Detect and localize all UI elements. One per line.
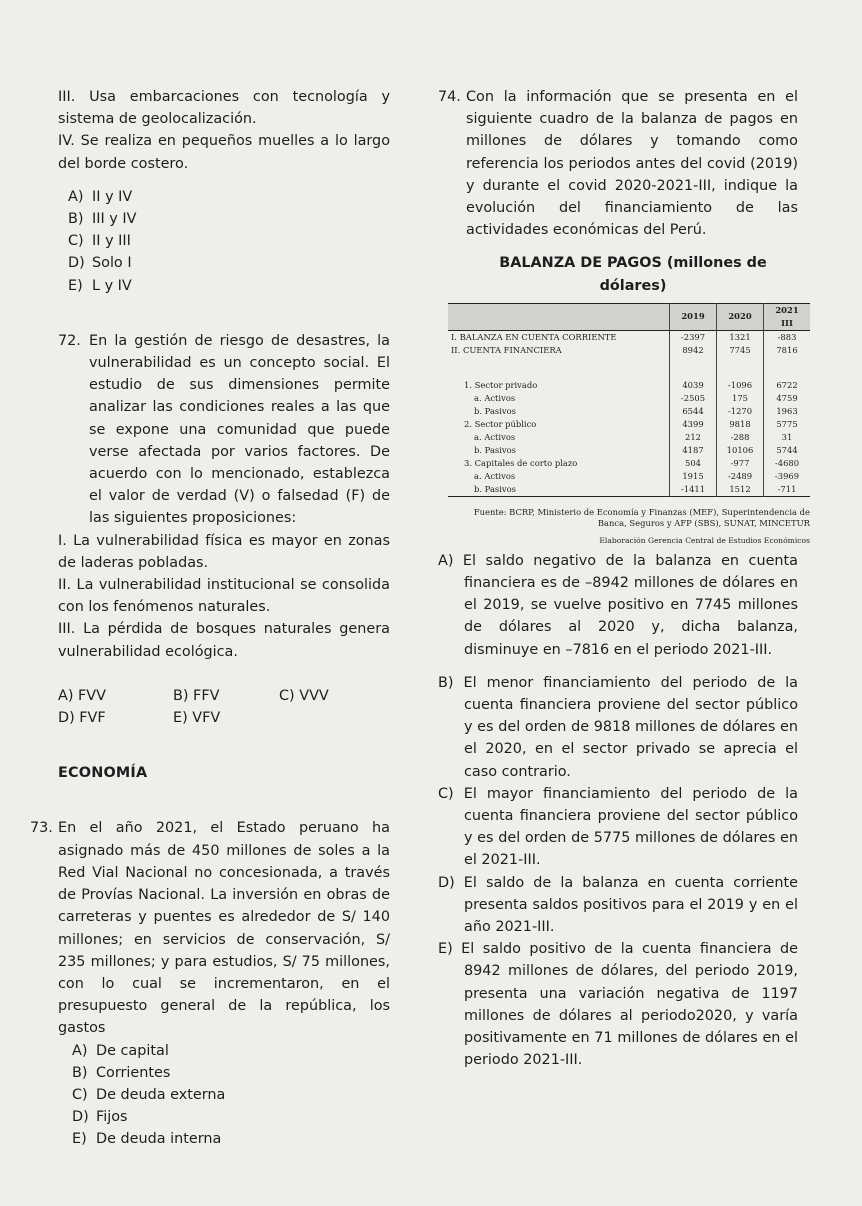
q72-options-row1 xyxy=(58,685,390,707)
q72-prop-i: I. La vulnerabilidad física es mayor en zonas de laderas pobladas. xyxy=(58,532,390,571)
left-column xyxy=(30,86,390,1151)
q72-prop-iii: III. La pérdida de bosques naturales genera vulnerabilidad ecológica. xyxy=(58,621,390,660)
table-header-2020: 2020 xyxy=(717,303,764,330)
q72-number: 72. xyxy=(58,332,81,349)
table-cell: 1512 xyxy=(717,483,764,497)
table-header-2019: 2019 xyxy=(670,303,717,330)
table-row-label: 3. Capitales de corto plazo xyxy=(464,457,578,468)
q73-option-a[interactable]: A) De capital xyxy=(72,1042,169,1059)
table-cell: 4039 xyxy=(670,379,717,392)
table-cell: -2505 xyxy=(670,392,717,405)
q72-options-row2 xyxy=(58,707,390,729)
q74-option-b[interactable]: B) El menor financiamiento del periodo de la cuenta financiera proviene del sector público y es del orden de 9818 millones de dólares en el 2020, en el sector privado se aprecia el caso contrario. xyxy=(438,674,798,780)
q74-option-a[interactable]: A) El saldo negativo de la balanza en cuenta financiera es de –8942 millones de dólares en el 2019, se vuelve positivo en 7745 millones de dólares al 2020 y, dicha balanza, disminuye en –7816 en el periodo 2021-III. xyxy=(438,552,798,658)
table-cell: 9818 xyxy=(717,418,764,431)
q71-option-c[interactable]: C) II y III xyxy=(68,233,131,250)
table-cell: 6722 xyxy=(764,379,811,392)
table-cell: 6544 xyxy=(670,405,717,418)
q73-stem: 73. En el año 2021, el Estado peruano ha asignado más de 450 millones de soles a la Red Vial Nacional no concesionada, a través de Provías Nacional. La inversión en obras de carreteras y puentes es alrededor de S/ 140 millones; en servicios de conservación, S/ 235 millones; y para estudios, S/ 75 millones, con lo cual se incrementaron, en el presupuesto general de la república, los gastos xyxy=(30,817,390,1039)
q74-option-c[interactable]: C) El mayor financiamiento del periodo de la cuenta financiera proviene del sector público y es del orden de 5775 millones de dólares en el 2021-III. xyxy=(438,785,798,869)
table-cell: -3969 xyxy=(764,470,811,483)
q71-option-b[interactable]: B) III y IV xyxy=(68,211,137,228)
table-source-line1: Fuente: BCRP, Ministerio de Economía y Finanzas (MEF), Superintendencia de xyxy=(473,506,810,517)
table-cell: 5775 xyxy=(764,418,811,431)
table-row-label: a. Activos xyxy=(474,392,516,403)
q72-option-b[interactable]: B) FFV xyxy=(173,687,220,704)
table-cell: -883 xyxy=(764,330,811,344)
table-source-line2: Banca, Seguros y AFP (SBS), SUNAT, MINCETUR xyxy=(597,517,810,528)
q72-option-e[interactable]: E) VFV xyxy=(173,710,221,727)
table-row-label: II. CUENTA FINANCIERA xyxy=(451,344,562,355)
table-row-label: 2. Sector público xyxy=(464,418,537,429)
table-cell: 7745 xyxy=(717,344,764,357)
section-heading: ECONOMÍA xyxy=(58,765,148,782)
table-header-2021: 2021 III xyxy=(764,303,811,330)
table-cell: 5744 xyxy=(764,444,811,457)
q73-option-e[interactable]: E) De deuda interna xyxy=(72,1131,222,1148)
q74-option-d[interactable]: D) El saldo de la balanza en cuenta corriente presenta saldos positivos para el 2019 y en el año 2021-III. xyxy=(438,874,798,936)
table-cell: -1411 xyxy=(670,483,717,497)
table-cell: 10106 xyxy=(717,444,764,457)
table-row-label: a. Activos xyxy=(474,431,516,442)
q73-option-d[interactable]: D) Fijos xyxy=(72,1109,128,1126)
table-cell: -288 xyxy=(717,431,764,444)
table-row-label: b. Pasivos xyxy=(474,405,516,416)
table-cell: -1096 xyxy=(717,379,764,392)
table-cell: 31 xyxy=(764,431,811,444)
table-cell: 504 xyxy=(670,457,717,470)
q73-number: 73. xyxy=(30,820,53,837)
table-row-label: b. Pasivos xyxy=(474,483,516,494)
q72-stem: 72. En la gestión de riesgo de desastres, la vulnerabilidad es un concepto social. El estudio de sus dimensiones permite analizar las condiciones reales a las que se expone una comunidad que puede verse afectada por varios factores. De acuerdo con lo mencionado, establezca el valor de verdad (V) o falsedad (F) de las siguientes proposiciones: xyxy=(58,330,390,530)
right-column xyxy=(438,86,810,1072)
table-cell: -711 xyxy=(764,483,811,497)
q73-option-b[interactable]: B) Corrientes xyxy=(72,1064,171,1081)
table-cell: 175 xyxy=(717,392,764,405)
table-source-line3: Elaboración Gerencia Central de Estudios Económicos xyxy=(599,535,810,545)
q74-stem: 74. Con la información que se presenta en el siguiente cuadro de la balanza de pagos en millones de dólares y tomando como referencia los periodos antes del covid (2019) y durante el covid 2020-2021-III, indique la evolución del financiamiento de las actividades económicas del Perú. xyxy=(438,86,798,241)
q71-options xyxy=(58,186,390,297)
balance-of-payments-table xyxy=(448,303,810,497)
q71-item-iv: IV. Se realiza en pequeños muelles a lo largo del borde costero. xyxy=(58,133,390,172)
table-cell: 4399 xyxy=(670,418,717,431)
table-cell: 4187 xyxy=(670,444,717,457)
q72-option-a[interactable]: A) FVV xyxy=(58,687,106,704)
table-cell: -1270 xyxy=(717,405,764,418)
q72-option-d[interactable]: D) FVF xyxy=(58,710,106,727)
table-cell: -977 xyxy=(717,457,764,470)
table-row-label: 1. Sector privado xyxy=(464,379,538,390)
table-header-blank xyxy=(448,303,670,330)
table-cell: 7816 xyxy=(764,344,811,357)
table-cell: -4680 xyxy=(764,457,811,470)
table-cell: 1321 xyxy=(717,330,764,344)
q72-option-c[interactable]: C) VVV xyxy=(279,687,329,704)
table-cell: -2489 xyxy=(717,470,764,483)
q71-item-iii: III. Usa embarcaciones con tecnología y sistema de geolocalización. xyxy=(58,89,390,128)
q73-options xyxy=(58,1040,390,1151)
q71-option-a[interactable]: A) II y IV xyxy=(68,188,133,205)
table-cell: 1963 xyxy=(764,405,811,418)
table-title: BALANZA DE PAGOS (millones de dólares) xyxy=(499,255,767,294)
q71-option-e[interactable]: E) L y IV xyxy=(68,277,132,294)
table-cell: 8942 xyxy=(670,344,717,357)
table-cell: 1915 xyxy=(670,470,717,483)
q74-option-e[interactable]: E) El saldo positivo de la cuenta financiera de 8942 millones de dólares, del periodo 2019, presenta una variación negativa de 1197 millones de dólares al periodo2020, y varía positivamente en 71 millones de dólares en el periodo 2021-III. xyxy=(438,941,798,1069)
q73-option-c[interactable]: C) De deuda externa xyxy=(72,1086,226,1103)
q74-number: 74. xyxy=(438,89,461,105)
table-cell: -2397 xyxy=(670,330,717,344)
table-row-label: I. BALANZA EN CUENTA CORRIENTE xyxy=(451,331,617,342)
table-cell: 212 xyxy=(670,431,717,444)
q72-prop-ii: II. La vulnerabilidad institucional se consolida con los fenómenos naturales. xyxy=(58,577,390,616)
q71-option-d[interactable]: D) Solo I xyxy=(68,255,132,272)
table-row-label: b. Pasivos xyxy=(474,444,516,455)
table-row-label: a. Activos xyxy=(474,470,516,481)
table-cell: 4759 xyxy=(764,392,811,405)
